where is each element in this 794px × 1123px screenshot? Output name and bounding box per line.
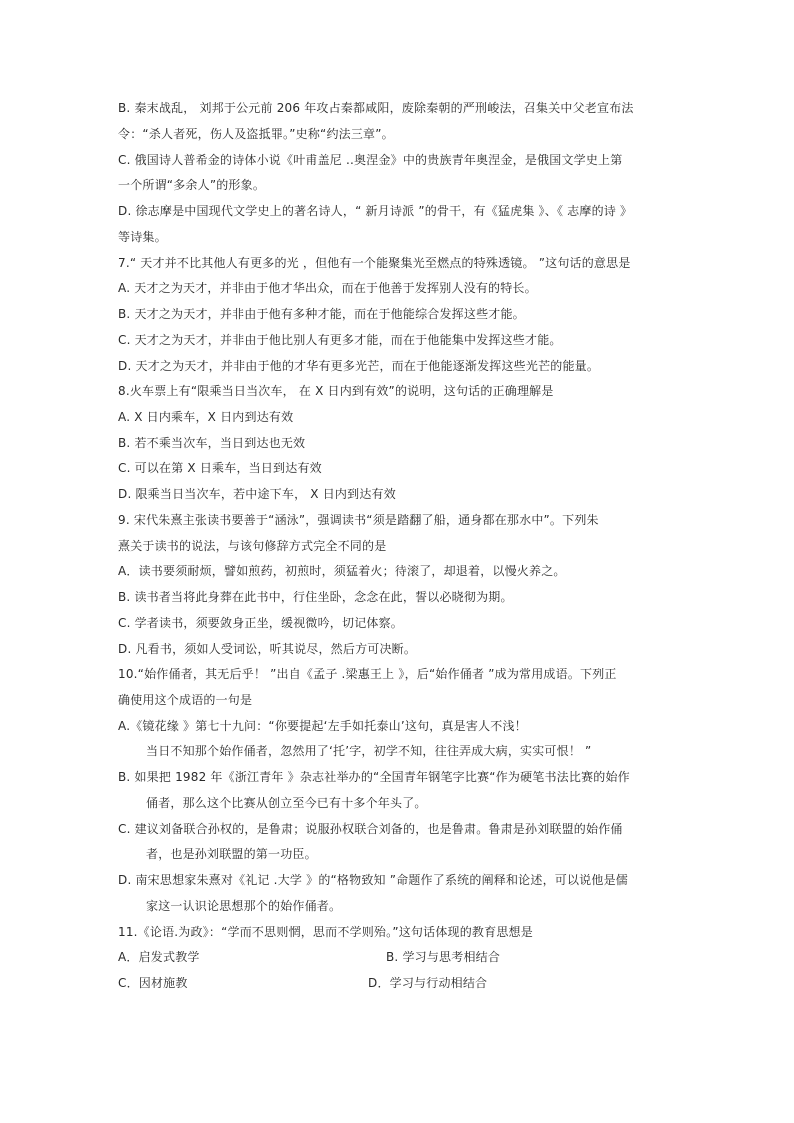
q7-option-d: D. 天才之为天才，并非由于他的才华有更多光芒，而在于他能逐渐发挥这些光芒的能量。 bbox=[118, 359, 600, 373]
q11-option-d: D．学习与行动相结合 bbox=[368, 976, 488, 990]
q6-option-d-line1: D. 徐志摩是中国现代文学史上的著名诗人，“ 新月诗派 ”的骨干，有《猛虎集 》、《 志摩的诗 》 bbox=[118, 204, 633, 218]
q10-option-a-line1: A.《镜花缘 》第七十九问：“你要提起‘左手如托泰山’这句，真是害人不浅！ bbox=[118, 719, 527, 733]
q10-stem-line1: 10.“始作俑者，其无后乎！ ”出自《孟子 .梁惠王上 》，后“始作俑者 ”成为常用成语。下列正 bbox=[118, 667, 617, 681]
q11-option-c: C．因材施教 bbox=[118, 976, 188, 990]
q10-option-d-line1: D. 南宋思想家朱熹对《礼记 .大学 》的“格物致知 ”命题作了系统的阐释和论述，可以说他是儒 bbox=[118, 873, 628, 887]
q7-option-c: C. 天才之为天才，并非由于他比别人有更多才能，而在于他能集中发挥这些才能。 bbox=[118, 333, 562, 347]
q11-option-a: A．启发式教学 bbox=[118, 950, 200, 964]
q8-stem: 8.火车票上有“限乘当日当次车， 在 X 日内到有效”的说明，这句话的正确理解是 bbox=[118, 384, 554, 398]
q6-option-c-line2: 一个所谓“多余人”的形象。 bbox=[118, 178, 266, 192]
q7-option-b: B. 天才之为天才，并非由于他有多种才能，而在于他能综合发挥这些才能。 bbox=[118, 307, 525, 321]
q9-stem-line1: 9. 宋代朱熹主张读书要善于“涵泳”，强调读书“须是踏翻了船，通身都在那水中”。下列朱 bbox=[118, 513, 599, 527]
q10-option-b-line1: B. 如果把 1982 年《浙江青年 》杂志社举办的“全国青年钢笔字比赛“作为硬笔书法比赛的始作 bbox=[118, 770, 630, 784]
q9-option-a: A．读书要须耐烦，譬如煎药，初煎时，须猛着火；待滚了，却退着，以慢火养之。 bbox=[118, 564, 566, 578]
q11-option-b: B. 学习与思考相结合 bbox=[386, 950, 501, 964]
q8-option-d: D. 限乘当日当次车，若中途下车， X 日内到达有效 bbox=[118, 487, 396, 501]
q7-stem: 7.“ 天才并不比其他人有更多的光 ，但他有一个能聚集光至燃点的特殊透镜。 ”这句话的意思是 bbox=[118, 256, 631, 270]
q10-option-a-line2: 当日不知那个始作俑者，忽然用了‘托’字，初学不知，往往弄成大病，实实可恨！ ” bbox=[146, 744, 592, 758]
q9-option-c: C. 学者读书，须要敛身正坐，缓视微吟，切记体察。 bbox=[118, 616, 404, 630]
q9-option-d: D. 凡看书，须如人受词讼，听其说尽，然后方可决断。 bbox=[118, 642, 417, 656]
q10-option-c-line2: 者，也是孙刘联盟的第一功臣。 bbox=[146, 847, 317, 861]
q9-option-b: B. 读书者当将此身葬在此书中，行住坐卧，念念在此，誓以必晓彻为期。 bbox=[118, 590, 513, 604]
q6-option-d-line2: 等诗集。 bbox=[118, 230, 167, 244]
q10-option-b-line2: 俑者，那么这个比赛从创立至今已有十多个年头了。 bbox=[146, 796, 427, 810]
q10-option-d-line2: 家这一认识论思想那个的始作俑者。 bbox=[146, 899, 342, 913]
q10-stem-line2: 确使用这个成语的一句是 bbox=[118, 693, 253, 707]
q7-option-a: A. 天才之为天才，并非由于他才华出众，而在于他善于发挥别人没有的特长。 bbox=[118, 281, 537, 295]
q11-stem: 11.《论语.为政》：“学而不思则惘，思而不学则殆。”这句话体现的教育思想是 bbox=[118, 925, 533, 939]
q6-option-b-line1: B. 秦末战乱， 刘邦于公元前 206 年攻占秦都咸阳，废除秦朝的严刑峻法，召集关中父老宣布法 bbox=[118, 101, 634, 115]
q6-option-b-line2: 令：“杀人者死，伤人及盗抵罪。”史称“约法三章”。 bbox=[118, 127, 394, 141]
q8-option-c: C. 可以在第 X 日乘车，当日到达有效 bbox=[118, 461, 322, 475]
q8-option-b: B. 若不乘当次车，当日到达也无效 bbox=[118, 436, 306, 450]
q6-option-c-line1: C. 俄国诗人普希金的诗体小说《叶甫盖尼 ..奥涅金》中的贵族青年奥涅金，是俄国文学史上第 bbox=[118, 153, 623, 167]
q9-stem-line2: 熹关于读书的说法，与该句修辞方式完全不同的是 bbox=[118, 539, 387, 553]
q10-option-c-line1: C. 建议刘备联合孙权的，是鲁肃；说服孙权联合刘备的，也是鲁肃。鲁肃是孙刘联盟的始作俑 bbox=[118, 822, 623, 836]
q8-option-a: A. X 日内乘车，X 日内到达有效 bbox=[118, 410, 294, 424]
